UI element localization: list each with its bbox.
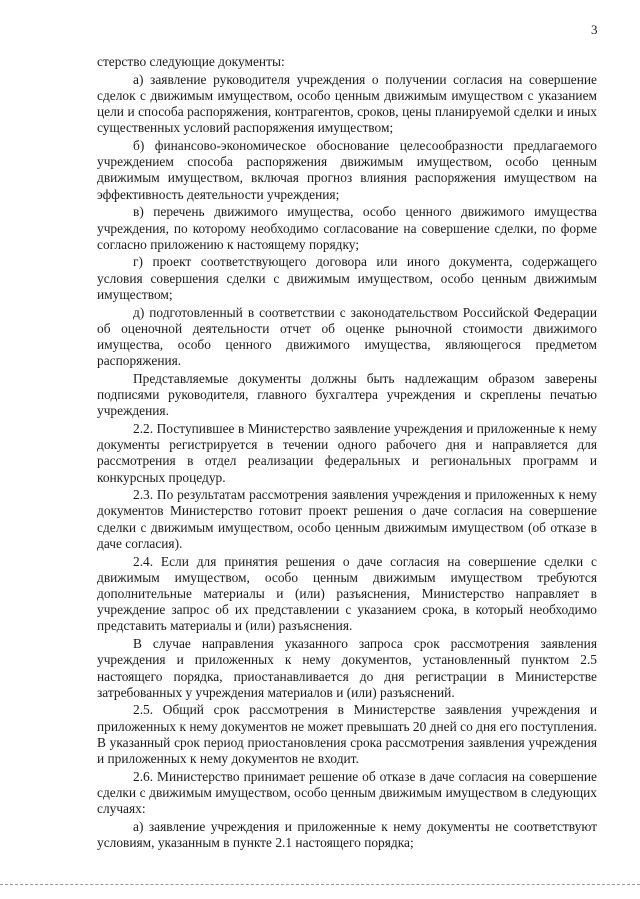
list-item-refusal-a: а) заявление учреждения и приложенные к нему документы не соответствуют условиям, указанным в пункте 2.1 настоящего порядка; <box>97 818 597 851</box>
list-item-v: в) перечень движимого имущества, особо ценного движимого имущества учреждения, по которому необходимо согласование на совершение сделки, по форме согласно приложению к настоящему порядку; <box>97 204 597 252</box>
paragraph-2-6: 2.6. Министерство принимает решение об отказе в даче согласия на совершение сделки с движимым имуществом, особо ценным движимым имуществом в следующих случаях: <box>97 768 597 817</box>
document-body <box>97 54 597 853</box>
paragraph-2-5: 2.5. Общий срок рассмотрения в Министерстве заявления учреждения и приложенных к нему документов не может превышать 20 дней со дня его поступления. В указанный срок период приостановления срока рассмотрения заявления учреждения и приложенных к нему документов не входит. <box>97 702 597 767</box>
page-number: 3 <box>591 22 598 37</box>
list-item-b: б) финансово-экономическое обоснование целесообразности предлагаемого учреждением способа распоряжения движимым имуществом, особо ценным движимым имуществом, включая прогноз влияния распоряжения имуществом на эффективность деятельности учреждения; <box>97 138 597 202</box>
paragraph-certification: Представляемые документы должны быть надлежащим образом заверены подписями руководителя, главного бухгалтера учреждения и скреплены печатью учреждения. <box>97 370 597 419</box>
paragraph-2-2: 2.2. Поступившее в Министерство заявление учреждения и приложенные к нему документы регистрируется в течении одного рабочего дня и направляется для рассмотрения в отдел реализации федеральных и региональных программ и конкурсных процедур. <box>97 420 597 485</box>
list-item-g: г) проект соответствующего договора или иного документа, содержащего условия совершения сделки с движимым имуществом, особо ценным движимым имуществом; <box>97 254 597 302</box>
paragraph-continuation: стерство следующие документы: <box>97 54 285 69</box>
paragraph-request-case: В случае направления указанного запроса срок рассмотрения заявления учреждения и приложенных к нему документов, установленный пунктом 2.5 настоящего порядка, приостанавливается до дня регистрации в Министерстве затребованных у учреждения материалов и (или) разъяснений. <box>97 636 597 700</box>
list-item-a: а) заявление руководителя учреждения о получении согласия на совершение сделок с движимым имуществом, особо ценным движимым имуществом с указанием цели и способа распоряжения, контрагентов, сроков, цены планируемой сделки и иных существенных условий распоряжения имуществом; <box>97 71 597 136</box>
list-item-d: д) подготовленный в соответствии с законодательством Российской Федерации об оценочной деятельности отчет об оценке рыночной стоимости движимого имущества, особо ценного движимого имущества, являющегося предметом распоряжения. <box>97 304 597 369</box>
page-bottom-edge <box>0 884 640 885</box>
paragraph-2-4: 2.4. Если для принятия решения о даче согласия на совершение сделки с движимым имуществом, особо ценным движимым имуществом требуются дополнительные материалы и (или) разъяснения, Министерство направляет в учреждение запрос об их представлении с указанием срока, в который необходимо представить материалы и (или) разъяснения. <box>97 553 597 634</box>
paragraph-2-3: 2.3. По результатам рассмотрения заявления учреждения и приложенных к нему документов Министерство готовит проект решения о даче согласия на совершение сделки с движимым имуществом, особо ценным движимым имуществом (об отказе в даче согласия). <box>97 487 597 551</box>
